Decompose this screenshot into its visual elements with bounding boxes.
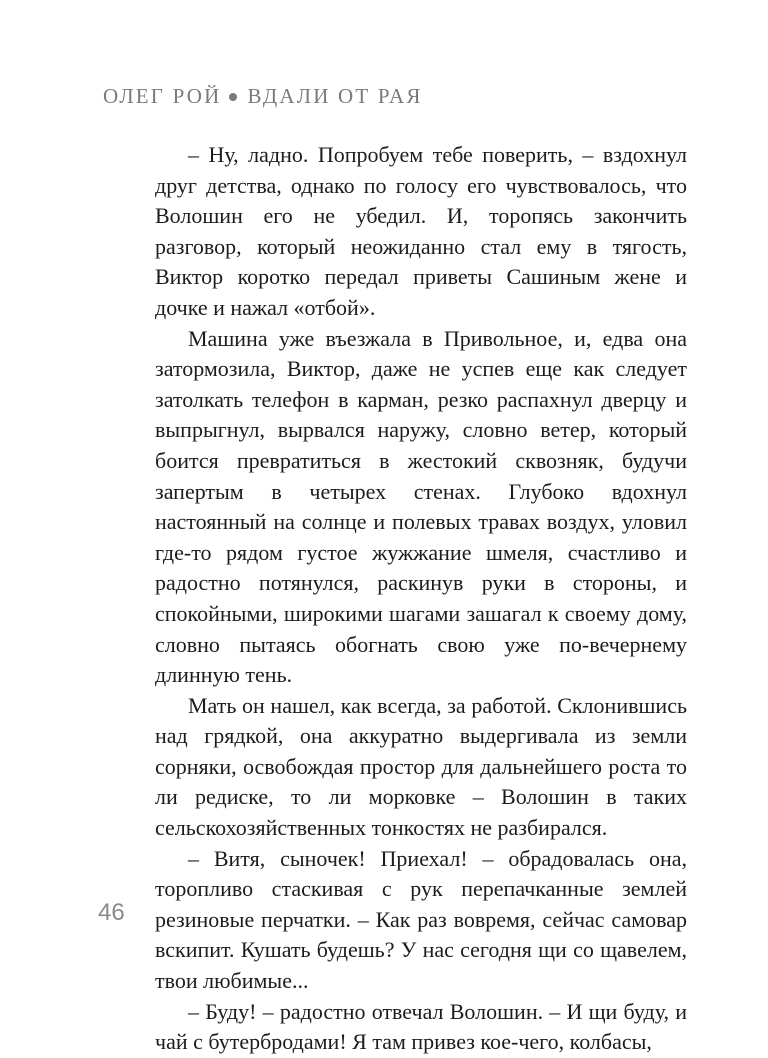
paragraph: – Витя, сыночек! Приехал! – обрадовалась она, торопливо стаскивая с рук перепачканные землей резиновые перчатки. – Как раз вовремя, сейчас самовар вскипит. Кушать будешь? У нас сегодня щи со щавелем, твои любимые...	[155, 845, 687, 994]
body-text	[155, 140, 687, 1058]
paragraph: – Ну, ладно. Попробуем тебе поверить, – вздохнул друг детства, однако по голосу его чувствовалось, что Волошин его не убедил. И, торопясь закончить разговор, который неожиданно стал ему в тягость, Виктор коротко передал приветы Сашиным жене и дочке и нажал «отбой».	[155, 142, 687, 320]
running-head-bullet-icon	[229, 93, 237, 101]
running-head	[103, 84, 423, 109]
paragraph: Мать он нашел, как всегда, за работой. Склонившись над грядкой, она аккуратно выдергивала из земли сорняки, освобождая простор для дальнейшего роста то ли редиске, то ли морковке – Волошин в таких сельскохозяйственных тонкостях не разбирался.	[155, 692, 687, 841]
page-number: 46	[98, 899, 125, 926]
running-head-title: ВДАЛИ ОТ РАЯ	[247, 84, 423, 108]
paragraph: – Буду! – радостно отвечал Волошин. – И щи буду, и чай с бутербродами! Я там привез кое-чего, колбасы,	[155, 998, 687, 1055]
running-head-author: ОЛЕГ РОЙ	[103, 84, 222, 108]
paragraph: Машина уже въезжала в Привольное, и, едва она затормозила, Виктор, даже не успев еще как следует затолкать телефон в карман, резко распахнул дверцу и выпрыгнул, вырвался наружу, словно ветер, который боится превратиться в жестокий сквозняк, будучи запертым в четырех стенах. Глубоко вдохнул настоянный на солнце и полевых травах воздух, уловил где-то рядом густое жужжание шмеля, счастливо и радостно потянулся, раскинув руки в стороны, и спокойными, широкими шагами зашагал к своему дому, словно пытаясь обогнать свою уже по-вечернему длинную тень.	[155, 325, 687, 688]
